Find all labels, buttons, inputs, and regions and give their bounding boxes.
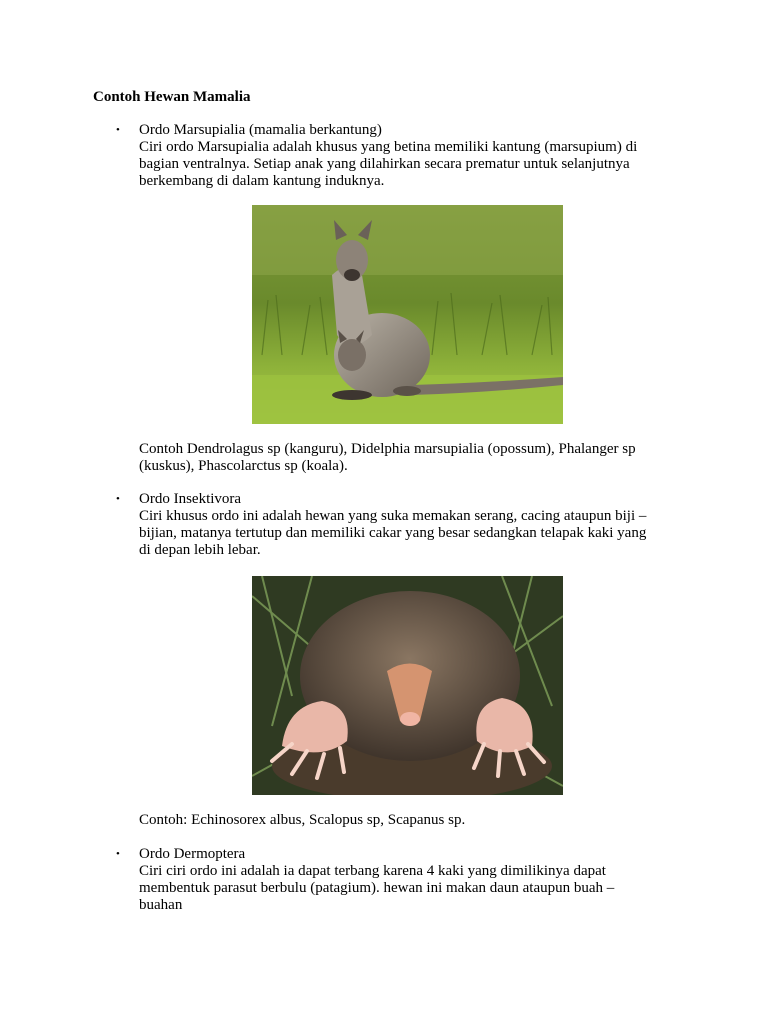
example-line: Contoh Dendrolagus sp (kanguru), Didelphia marsupialia (opossum), Phalanger sp [139,441,636,457]
section-marsupialia-examples [139,441,679,475]
example-line: (kuskus), Phascolarctus sp (koala). [139,458,348,474]
section-heading: Ordo Insektivora [139,491,242,507]
bullet-marker: • [116,848,120,860]
description-line: Ciri ordo Marsupialia adalah khusus yang betina memiliki kantung (marsupium) di [139,139,638,155]
mole-photo [252,576,563,795]
description-line: buahan [139,897,183,913]
description-line: Ciri khusus ordo ini adalah hewan yang suka memakan serang, cacing ataupun biji – [139,508,647,524]
section-dermoptera [139,846,679,914]
description-line: berkembang di dalam kantung induknya. [139,173,385,189]
bullet-marker: • [116,124,120,136]
example-line: Contoh: Echinosorex albus, Scalopus sp, Scapanus sp. [139,812,466,828]
description-line: membentuk parasut berbulu (patagium). hewan ini makan daun ataupun buah – [139,880,615,896]
section-marsupialia [139,122,679,190]
wallaby-with-joey-photo [252,205,563,424]
section-insektivora [139,491,679,559]
section-insektivora-examples [139,812,679,829]
bullet-marker: • [116,493,120,505]
section-heading: Ordo Dermoptera [139,846,246,862]
description-line: bagian ventralnya. Setiap anak yang dilahirkan secara prematur untuk selanjutnya [139,156,630,172]
description-line: Ciri ciri ordo ini adalah ia dapat terbang karena 4 kaki yang dimilikinya dapat [139,863,606,879]
page-title: Contoh Hewan Mamalia [93,89,251,105]
description-line: bijian, matanya tertutup dan memiliki cakar yang besar sedangkan telapak kaki yang [139,525,647,541]
description-line: di depan lebih lebar. [139,542,261,558]
section-heading: Ordo Marsupialia (mamalia berkantung) [139,122,382,138]
